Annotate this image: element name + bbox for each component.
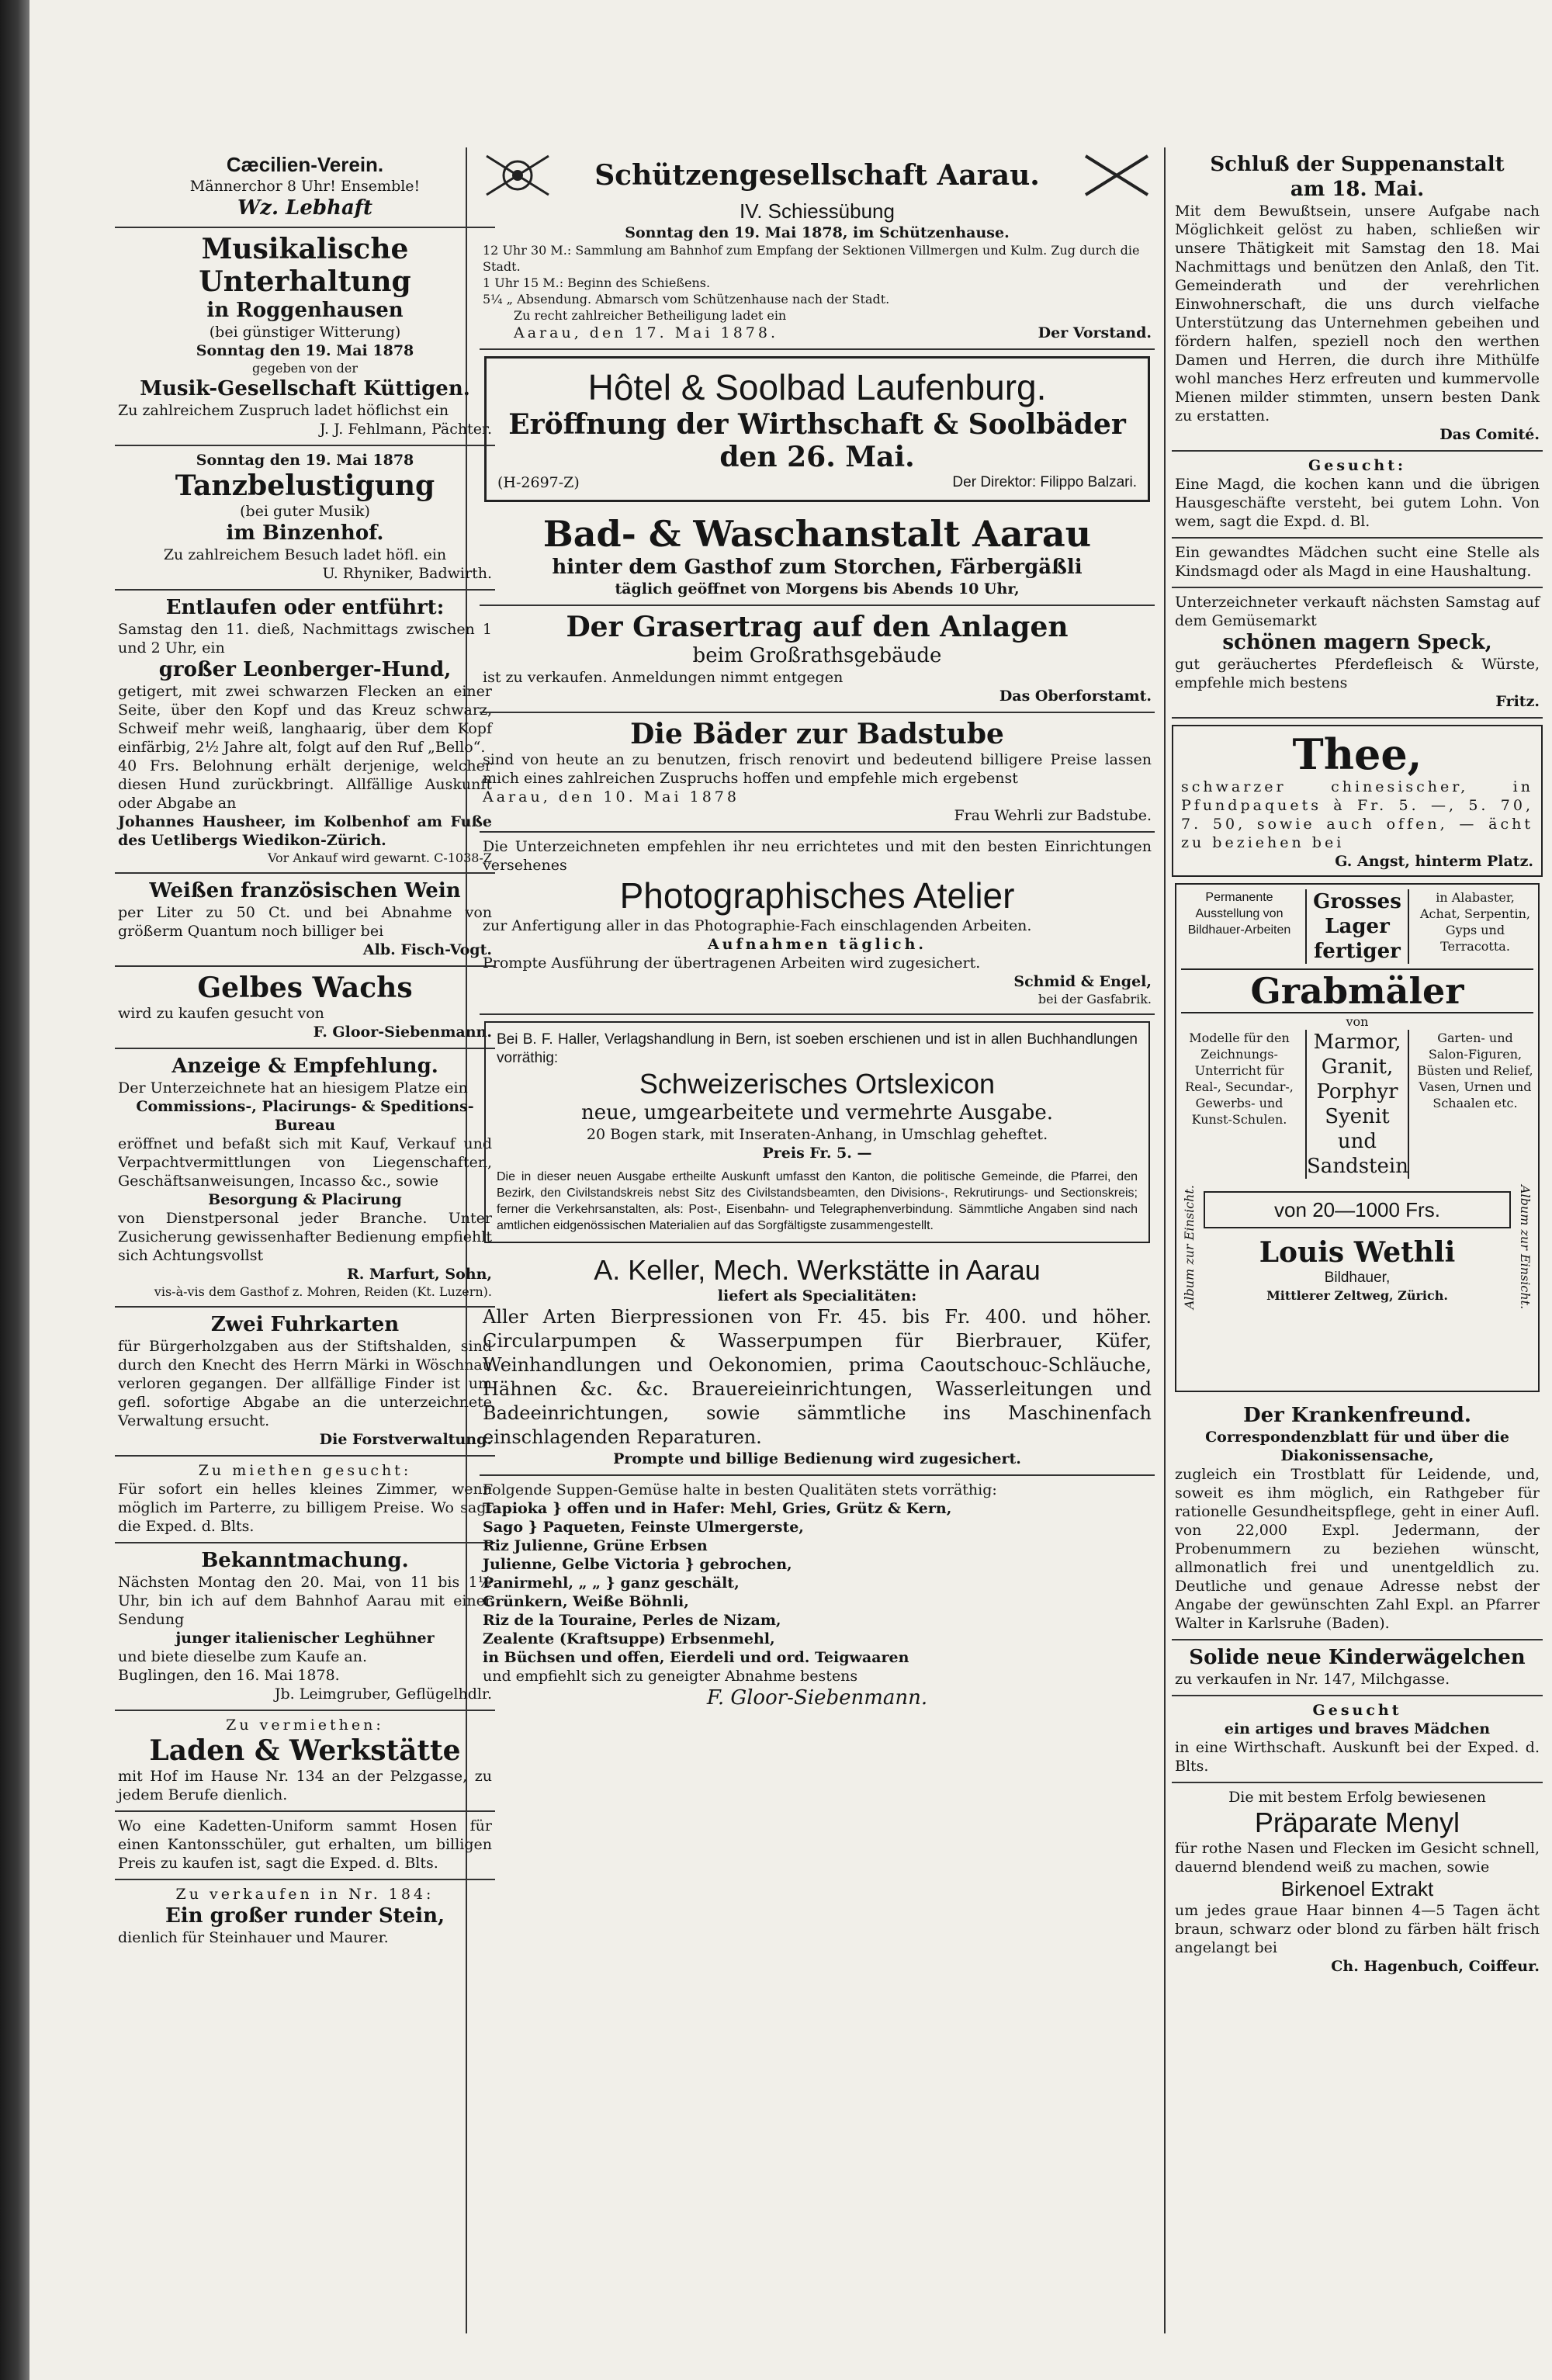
ad-grabmaeler bbox=[1175, 883, 1540, 1392]
ad-text: Aller Arten Bierpressionen von Fr. 45. bis Fr. 400. und höher. Circularpumpen & Wasserpumpen für Bierbrauer, Küfer, Weinhandlungen und Oekonomien, prima Caoutschouc-Schläuche, Hähnen &c. &c. Brauereieinrichtungen, Wasserleitungen und Badeeinrichtungen, sowie sämmtliche ins Maschinenfach einschlagenden Reparaturen. bbox=[483, 1306, 1152, 1448]
ad-menyl bbox=[1172, 1783, 1543, 1982]
ad-headline: Correspondenzblatt für und über die Diakonissensache, bbox=[1205, 1429, 1509, 1464]
ad-text: Prompte und billige Bedienung wird zugesichert. bbox=[613, 1450, 1021, 1467]
ad-date: am 18. Mai. bbox=[1290, 178, 1425, 201]
ad-maedchen bbox=[1172, 1696, 1543, 1783]
list-item: Sago } Paqueten, Feinste Ulmergerste, bbox=[483, 1519, 804, 1536]
ad-text: (bei günstiger Witterung) bbox=[209, 324, 401, 341]
ad-text: Bei B. F. Haller, Verlagshandlung in Bern, ist soeben erschienen und ist in allen Buchhandlungen vorräthig: bbox=[497, 1031, 1138, 1066]
ad-suppenanstalt bbox=[1172, 147, 1543, 452]
ad-price: Preis Fr. 5. — bbox=[762, 1145, 872, 1162]
list-item: Julienne, Gelbe Victoria } gebrochen, bbox=[483, 1556, 792, 1573]
ad-title: Zu verkaufen in Nr. 184: bbox=[175, 1886, 435, 1903]
ad-text: Album zur Einsicht. bbox=[1182, 1185, 1197, 1310]
ad-musik bbox=[115, 228, 495, 446]
ad-kadetten bbox=[115, 1812, 495, 1880]
ad-title: Cæcilien-Verein. bbox=[226, 153, 384, 176]
ad-title: Schützengesellschaft Aarau. bbox=[594, 159, 1040, 192]
ad-title: Zwei Fuhrkarten bbox=[210, 1313, 400, 1336]
ad-title: Grabmäler bbox=[1181, 968, 1533, 1013]
ad-title: Der Krankenfreund. bbox=[1243, 1404, 1471, 1427]
ad-text: Die Unterzeichneten empfehlen ihr neu errichtetes und mit den besten Einrichtungen versehenes bbox=[483, 838, 1152, 874]
ad-gras bbox=[480, 606, 1155, 713]
ad-keller bbox=[480, 1249, 1155, 1476]
ad-signature: R. Marfurt, Sohn, bbox=[346, 1266, 492, 1283]
ad-headline: Eröffnung der Wirthschaft & Soolbäder bbox=[508, 408, 1126, 441]
ad-text: Unterzeichneter verkauft nächsten Samstag auf dem Gemüsemarkt bbox=[1175, 594, 1540, 629]
ad-text: täglich geöffnet von Morgens bis Abends 10 Uhr, bbox=[615, 580, 1020, 598]
ad-miethen bbox=[115, 1457, 495, 1543]
ad-text: und biete dieselbe zum Kaufe an. bbox=[118, 1648, 368, 1665]
ad-text: um jedes graue Haar binnen 4—5 Tagen ächt braun, schwarz oder blond zu färben hält frisch angelangt bei bbox=[1175, 1902, 1540, 1956]
ad-title: Anzeige & Empfehlung. bbox=[171, 1055, 438, 1078]
ad-baeder bbox=[480, 713, 1155, 833]
ad-headline: Commissions-, Placirungs- & Speditions-Bureau bbox=[136, 1098, 474, 1134]
ad-text: in Roggenhausen bbox=[206, 299, 404, 322]
ad-headline: junger italienischer Leghühner bbox=[175, 1630, 435, 1647]
ad-hotel bbox=[484, 356, 1150, 502]
column-middle bbox=[480, 147, 1155, 2333]
ad-text: von Dienstpersonal jeder Branche. Unter Zusicherung gewissenhafter Bedienung empfiehlt sich Achtungsvollst bbox=[118, 1210, 492, 1264]
ad-signature: Die Forstverwaltung. bbox=[319, 1431, 492, 1448]
ad-text: getigert, mit zwei schwarzen Flecken an einer Seite, über den Kopf und das Kreuz schwarz, Schweif mehr weiß, langhaarig, über dem Kopf einfärbig, 2½ Jahre alt, folgt auf den Ruf „Bello“. bbox=[118, 683, 492, 756]
ad-thee bbox=[1172, 725, 1543, 877]
ad-text: Für sofort ein helles kleines Zimmer, wenn möglich im Parterre, zu billigem Preise. Wo sagt die Exped. d. Blts. bbox=[118, 1481, 492, 1535]
handwritten-signature: Wz. Lebhaft bbox=[237, 196, 372, 220]
ad-photo bbox=[480, 833, 1155, 1015]
ad-signature: Jb. Leimgruber, Geflügelhdlr. bbox=[274, 1685, 492, 1703]
ad-text: Bildhauer, bbox=[1324, 1269, 1391, 1286]
ad-text: in eine Wirthschaft. Auskunft bei der Exped. d. Blts. bbox=[1175, 1739, 1540, 1775]
ad-text: zugleich ein Trostblatt für Leidende, und, soweit es ihm möglich, ein Rathgeber für rationelle Gesundheitspflege, geht in einer Aufl. von 22,000 Expl. Jedermann, der Probenummern zu beziehen wünscht, allmonatlich frei und unentgeldlich zu. Deutliche und genaue Adresse nebst der Angabe der gewünschten Zahl Expl. an Pfarrer Walter in Karlsruhe (Baden). bbox=[1175, 1466, 1540, 1632]
ad-text: 12 Uhr 30 M.: Sammlung am Bahnhof zum Empfang der Sektionen Villmergen und Kulm. Zug durch die Stadt. bbox=[483, 243, 1140, 274]
ad-title: Gesucht: bbox=[1308, 457, 1406, 474]
ad-text: Musik-Gesellschaft Küttigen. bbox=[140, 377, 470, 400]
ad-signature: U. Rhyniker, Badwirth. bbox=[322, 565, 492, 582]
ad-text: 20 Bogen stark, mit Inseraten-Anhang, in Umschlag geheftet. bbox=[586, 1126, 1048, 1143]
ad-title: Der Grasertrag auf den Anlagen bbox=[566, 611, 1069, 643]
ad-title: Tanzbelustigung bbox=[175, 469, 435, 502]
ad-headline: hinter dem Gasthof zum Storchen, Färbergäßli bbox=[552, 556, 1083, 579]
ad-headline: Laden & Werkstätte bbox=[149, 1734, 461, 1767]
ad-headline: beim Großrathsgebäude bbox=[692, 644, 942, 667]
ad-text: (H-2697-Z) bbox=[497, 474, 580, 491]
column-right bbox=[1172, 147, 1543, 2333]
ad-text: per Liter zu 50 Ct. und bei Abnahme von größerm Quantum noch billiger bei bbox=[118, 904, 492, 940]
ad-text: 5¼ „ Absendung. Abmarsch vom Schützenhause nach der Stadt. bbox=[483, 292, 890, 307]
ad-text: Modelle für den Zeichnungs-Unterricht für Real-, Secundar-, Gewerbs- und Kunst-Schulen. bbox=[1185, 1031, 1294, 1127]
ad-title: Bad- & Waschanstalt Aarau bbox=[542, 513, 1092, 555]
ad-text: Nächsten Montag den 20. Mai, von 11 bis 1½ Uhr, bin ich auf dem Bahnhof Aarau mit einer Sendung bbox=[118, 1574, 492, 1628]
ad-text: Mit dem Bewußtsein, unsere Aufgabe nach Möglichkeit gelöst zu haben, schließen wir unsere Thätigkeit mit Samstag den 18. Mai Nachmittags und benützen den Anlaß, den Tit. Gemeinderath und der verehrlichen Einwohnerschaft, die uns durch vielfache Unterstützung das Unternehmen gebeihen und fördern halfen, speziell noch den werthen Damen und Herren, die durch ihre Mithülfe wohl manches Herz erfreuten und kummervolle Mienen milder stimmten, unsern besten Dank zu erstatten. bbox=[1175, 203, 1540, 424]
crossed-rifles-icon bbox=[1082, 152, 1152, 199]
column-rule bbox=[1164, 147, 1166, 2333]
ad-text: Garten- und Salon-Figuren, Büsten und Relief, Vasen, Urnen und Schaalen etc. bbox=[1417, 1031, 1533, 1110]
ad-text: in Alabaster, Achat, Serpentin, Gyps und Terracotta. bbox=[1420, 890, 1530, 954]
ad-headline: IV. Schiessübung bbox=[740, 199, 895, 223]
ad-headline: schönen magern Speck, bbox=[1222, 631, 1492, 654]
list-item: Grünkern, Weiße Böhnli, bbox=[483, 1593, 689, 1610]
ad-text: (bei guter Musik) bbox=[240, 503, 370, 520]
ad-headline: Birkenoel Extrakt bbox=[1280, 1877, 1434, 1900]
ad-text: Ein gewandtes Mädchen sucht eine Stelle als Kindsmagd oder als Magd in eine Haushaltung. bbox=[1175, 544, 1540, 580]
ad-headline: Ein großer runder Stein, bbox=[165, 1904, 445, 1928]
ad-title: Thee, bbox=[1292, 729, 1422, 779]
ad-text: Zu recht zahlreicher Betheiligung ladet ein bbox=[514, 308, 787, 323]
ad-text: Prompte Ausführung der übertragenen Arbeiten wird zugesichert. bbox=[483, 954, 981, 972]
ad-date: Sonntag den 19. Mai 1878 bbox=[196, 342, 414, 359]
ad-fuhrkarten bbox=[115, 1308, 495, 1457]
ad-text: Marmor, Granit, Porphyr Syenit und Sandstein bbox=[1307, 1031, 1408, 1178]
ad-title: Hôtel & Soolbad Laufenburg. bbox=[587, 367, 1047, 407]
ad-text: gut geräuchertes Pferdefleisch & Würste, empfehle mich bestens bbox=[1175, 656, 1540, 691]
ad-text: Zu zahlreichem Zuspruch ladet höflichst ein bbox=[118, 402, 449, 419]
ad-headline: Besorgung & Placirung bbox=[208, 1191, 402, 1208]
ad-text: Folgende Suppen-Gemüse halte in besten Qualitäten stets vorräthig: bbox=[483, 1481, 997, 1498]
ad-price: von 20—1000 Frs. bbox=[1204, 1191, 1511, 1228]
ad-headline: Grosses Lager fertiger bbox=[1305, 889, 1409, 964]
ad-date: den 26. Mai. bbox=[719, 441, 915, 473]
ad-text: gegeben von der bbox=[252, 361, 358, 376]
ad-caecilien bbox=[115, 147, 495, 228]
ad-text: Wo eine Kadetten-Uniform sammt Hosen für einen Kantonsschüler, gut erhalten, um billigen Preis zu kaufen ist, sagt die Exped. d. Blts. bbox=[118, 1817, 492, 1872]
ad-text: Aarau, den 10. Mai 1878 bbox=[483, 788, 740, 805]
ad-schuetzen bbox=[480, 147, 1155, 350]
ad-signature: bei der Gasfabrik. bbox=[1038, 992, 1152, 1006]
list-item: Panirmehl, „ „ } ganz geschält, bbox=[483, 1575, 740, 1592]
ad-text: zur Anfertigung aller in das Photographie-Fach einschlagenden Arbeiten. bbox=[483, 917, 1032, 934]
ad-text: Die mit bestem Erfolg bewiesenen bbox=[1228, 1789, 1486, 1806]
ad-signature: Das Comité. bbox=[1439, 426, 1540, 443]
list-item: Tapioka } offen und in Hafer: Mehl, Gries, Grütz & Kern, bbox=[483, 1500, 952, 1517]
ad-signature: F. Gloor-Siebenmann. bbox=[706, 1686, 928, 1710]
ad-title: Musikalische Unterhaltung bbox=[199, 233, 411, 298]
ad-signature: F. Gloor-Siebenmann. bbox=[313, 1024, 492, 1041]
ad-krankenfreund bbox=[1172, 1398, 1543, 1640]
ad-title: Schweizerisches Ortslexicon bbox=[639, 1068, 996, 1100]
ad-text: Permanente Ausstellung von Bildhauer-Arbeiten bbox=[1187, 891, 1291, 937]
ad-signature: Schmid & Engel, bbox=[1013, 973, 1152, 990]
ad-text: 40 Frs. Belohnung erhält derjenige, welcher diesen Hund zurückbringt. Allfällige Auskunft oder Abgabe an bbox=[118, 757, 492, 812]
ad-title: Zu vermiethen: bbox=[226, 1717, 384, 1734]
ad-signature: Der Direktor: Filippo Balzari. bbox=[952, 474, 1137, 490]
ad-title: Entlaufen oder entführt: bbox=[165, 596, 445, 619]
ad-title: Die Bäder zur Badstube bbox=[630, 718, 1004, 750]
ad-title: Zu miethen gesucht: bbox=[198, 1462, 412, 1479]
ad-anzeige bbox=[115, 1049, 495, 1308]
ad-signature: Ch. Hagenbuch, Coiffeur. bbox=[1331, 1958, 1540, 1975]
ad-text: 1 Uhr 15 M.: Beginn des Schießens. bbox=[483, 275, 711, 290]
ad-signature: Frau Wehrli zur Badstube. bbox=[954, 807, 1152, 824]
ad-text: im Binzenhof. bbox=[226, 521, 384, 545]
ad-signature: J. J. Fehlmann, Pächter. bbox=[319, 421, 492, 438]
list-item: in Büchsen und offen, Eierdeli und ord. Teigwaaren bbox=[483, 1649, 909, 1666]
ad-date: Sonntag den 19. Mai 1878, im Schützenhause. bbox=[625, 224, 1010, 241]
ad-text: Buglingen, den 16. Mai 1878. bbox=[118, 1667, 340, 1684]
ad-laden bbox=[115, 1711, 495, 1812]
ad-title: A. Keller, Mech. Werkstätte in Aarau bbox=[594, 1254, 1041, 1286]
ad-bad bbox=[480, 508, 1155, 606]
ad-text: Zu zahlreichem Besuch ladet höfl. ein bbox=[163, 546, 447, 563]
ad-text: Vor Ankauf wird gewarnt. C-1038-Z bbox=[267, 850, 492, 865]
ad-headline: Aufnahmen täglich. bbox=[707, 936, 927, 953]
ad-signature: Louis Wethli bbox=[1259, 1235, 1456, 1269]
ad-headline: neue, umgearbeitete und vermehrte Ausgabe. bbox=[581, 1101, 1053, 1124]
ad-text: Eine Magd, die kochen kann und die übrigen Hausgeschäfte versteht, bei gutem Lohn. Von wem, sagt die Expd. d. Bl. bbox=[1175, 476, 1540, 530]
ad-text: und empfiehlt sich zu geneigter Abnahme bestens bbox=[483, 1668, 858, 1685]
column-left bbox=[115, 147, 495, 2333]
ad-text: Aarau, den 17. Mai 1878. bbox=[514, 324, 779, 341]
ad-text: für rothe Nasen und Flecken im Gesicht schnell, dauernd blendend weiß zu machen, sowie bbox=[1175, 1840, 1540, 1876]
ad-speck bbox=[1172, 588, 1543, 719]
target-rifles-icon bbox=[483, 152, 553, 199]
ad-text: Album zur Einsicht. bbox=[1518, 1185, 1533, 1310]
ad-text: Johannes Hausheer, im Kolbenhof am Fuße des Uetlibergs Wiedikon-Zürich. bbox=[118, 813, 492, 849]
ad-title: Präparate Menyl bbox=[1254, 1807, 1460, 1838]
ad-wein bbox=[115, 874, 495, 967]
ad-text: Männerchor 8 Uhr! Ensemble! bbox=[189, 178, 421, 195]
list-item: Riz de la Touraine, Perles de Nizam, bbox=[483, 1612, 781, 1629]
ad-text: Die in dieser neuen Ausgabe ertheilte Auskunft umfasst den Kanton, die politische Gemeinde, die Pfarrei, den Bezirk, den Civilstandskreis nebst Sitz des Civilstandsbeamten, den Divisions-, Rekrutirungs- und Sectionskreis; ferner die Verkehrsanstalten, als: Post-, Eisenbahn- und Telegraphenverbindung. Sämmtliche Angaben sind nach amtlichen eidgenössischen Materialien auf das Sorgfältigste zusammengestellt. bbox=[497, 1170, 1138, 1232]
ad-text: zu verkaufen in Nr. 147, Milchgasse. bbox=[1175, 1671, 1450, 1688]
newspaper-page bbox=[29, 0, 1552, 2380]
ad-text: für Bürgerholzgaben aus der Stiftshalden, sind durch den Knecht des Herrn Märki in Wöschnau verloren gegangen. Der allfällige Finder ist um gefl. sofortige Abgabe an die unterzeichnete Verwaltung ersucht. bbox=[118, 1338, 492, 1429]
ad-magd bbox=[1172, 452, 1543, 539]
ad-wachs bbox=[115, 967, 495, 1049]
ad-headline: liefert als Specialitäten: bbox=[717, 1287, 917, 1304]
ad-title: Bekanntmachung. bbox=[201, 1549, 409, 1572]
ad-bekanntmachung bbox=[115, 1543, 495, 1711]
ad-headline: großer Leonberger-Hund, bbox=[158, 658, 452, 681]
ad-text: mit Hof im Hause Nr. 134 an der Pelzgasse, zu jedem Berufe dienlich. bbox=[118, 1768, 492, 1803]
ad-text: dienlich für Steinhauer und Maurer. bbox=[118, 1929, 389, 1946]
ad-text: Der Unterzeichnete hat an hiesigem Platze ein bbox=[118, 1079, 468, 1096]
ad-kinderwaegelchen bbox=[1172, 1640, 1543, 1696]
ad-stein bbox=[115, 1880, 495, 1953]
ad-text: sind von heute an zu benutzen, frisch renovirt und bedeutend billigere Preise lassen mich eines zahlreichen Zuspruchs hoffen und empfehle mich ergebenst bbox=[483, 751, 1152, 787]
ad-signature: Der Vorstand. bbox=[1038, 324, 1152, 341]
ad-title: Gelbes Wachs bbox=[197, 972, 413, 1004]
ad-text: Samstag den 11. dieß, Nachmittags zwischen 1 und 2 Uhr, ein bbox=[118, 621, 492, 656]
ad-title: Photographisches Atelier bbox=[619, 875, 1015, 916]
ad-title: Weißen französischen Wein bbox=[149, 879, 461, 902]
list-item: Zealente (Kraftsuppe) Erbsenmehl, bbox=[483, 1630, 775, 1647]
ad-text: von bbox=[1346, 1014, 1369, 1029]
ad-text: Mittlerer Zeltweg, Zürich. bbox=[1266, 1287, 1448, 1303]
ad-signature: G. Angst, hinterm Platz. bbox=[1335, 853, 1533, 870]
ad-title: Gesucht bbox=[1312, 1702, 1402, 1719]
ad-lexicon bbox=[484, 1021, 1150, 1243]
ad-kindsmagd bbox=[1172, 539, 1543, 588]
ad-tanz bbox=[115, 446, 495, 591]
ad-date: Sonntag den 19. Mai 1878 bbox=[196, 452, 414, 469]
ad-text: eröffnet und befaßt sich mit Kauf, Verkauf und Verpachtvermittlungen von Liegenschaften, Geschäftsanweisungen, Incasso &c., sowie bbox=[118, 1135, 492, 1190]
ad-text: schwarzer chinesischer, in Pfundpaquets à Fr. 5. —, 5. 70, 7. 50, sowie auch offen, — ächt zu beziehen bei bbox=[1181, 778, 1533, 851]
list-item: Riz Julienne, Grüne Erbsen bbox=[483, 1537, 708, 1554]
ad-signature: Fritz. bbox=[1495, 693, 1540, 710]
ad-text: wird zu kaufen gesucht von bbox=[118, 1005, 324, 1022]
ad-suppen-gemuese bbox=[480, 1476, 1155, 1717]
ad-signature: Das Oberforstamt. bbox=[999, 688, 1152, 705]
ad-signature: Alb. Fisch-Vogt. bbox=[362, 941, 492, 958]
ad-headline: ein artiges und braves Mädchen bbox=[1224, 1720, 1491, 1737]
ad-signature: vis-à-vis dem Gasthof z. Mohren, Reiden (Kt. Luzern). bbox=[154, 1284, 492, 1299]
book-binding bbox=[0, 0, 29, 2380]
ad-title: Solide neue Kinderwägelchen bbox=[1189, 1646, 1526, 1669]
ad-hund bbox=[115, 591, 495, 874]
ad-text: ist zu verkaufen. Anmeldungen nimmt entgegen bbox=[483, 669, 844, 686]
ad-title: Schluß der Suppenanstalt bbox=[1210, 153, 1505, 176]
